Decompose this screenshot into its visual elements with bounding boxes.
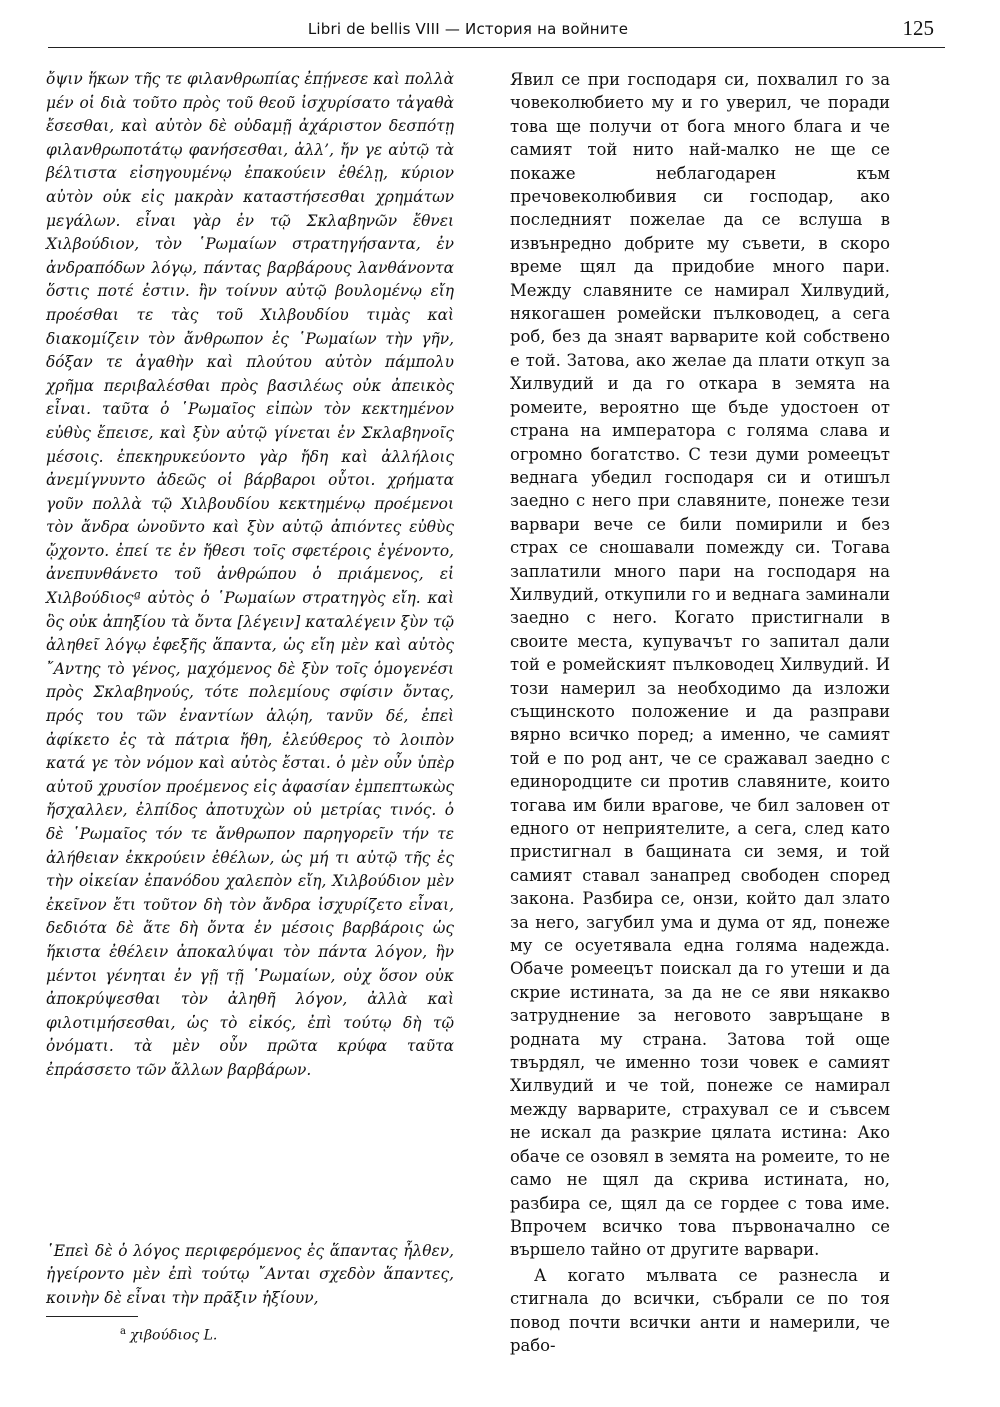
footnote-rule [46,1316,138,1317]
running-head [48,14,948,50]
running-title: Libri de bellis VIII — История на войните [307,20,629,38]
greek-paragraph-2: ῾Επεὶ δὲ ὁ λόγος περιφερόμενος ἐς ἅπαντας ἦλθεν, ἠγείροντο μὲν ἐπὶ τούτῳ ῎Ανται σχεδὸν ἅπαντες, κοινὴν δὲ εἶναι τὴν πρᾶξιν ἠξίουν, [46,1242,454,1307]
greek-continuation [46,1240,454,1312]
bulgarian-paragraph-1: Явил се при господаря си, похвалил го за човеколюбието му и го уверил, че поради това ще получи от бога много блага и че самият той нито най-малко не ще се покаже неблагодарен към пречовеколюбивия си господар, ако последният пожелае да се вслуша в извънредно добрите му съвети, в скоро време щял да придобие много пари. Между славяните се намирал Хилвудий, някогашен ромейски пълководец, а сега роб, без да знаят варварите кой собствено е той. Затова, ако желае да плати откуп за Хилвудий и да го откара в земята на ромеите, вероятно ще бъде удостоен от страна на императора с голяма слава и огромно богатство. С тези думи ромеецът веднага убедил господаря си и отишъл заедно с него при славяните, понеже тези варвари вече се били помирили и без страх се сношавали помежду си. Тогава заплатили много пари на господаря на Хилвудий, откупили го и веднага заминали заедно с него. Когато пристигнали в своите места, купувачът го запитал дали той е ромейският пълководец Хилвудий. И този намерил за необходимо да изложи същинското положение и да разправи вярно всичко поред; а именно, че самият той е по род ант, че се сражавал заедно с единородците си против славяните, които тогава им били врагове, че бил заловен от едного от неприятелите, а сега, след като пристигнал в бащината си земя, и той самият ставал занапред свободен според закона. Разбира се, онзи, който дал злато за него, загубил ума и дума от яд, понеже му се осуетявала една голяма надежда. Обаче ромеецът поискал да го утеши и да скрие истината, за да не се яви някакво затруднение за неговото завръщане в родната му страна. Затова той още твърдял, че именно този човек е самият Хилвудий и че той, понеже се намирал между варварите, страхувал се и съвсем не искал да разкрие цялата истина: Ако обаче се озовял в земята на ромеите, то не само не щял да скрива истината, но, разбира се, щял да се гордее с това име. Впрочем всичко това първоначално се вършело тайно от другите варвари. [510,70,890,1260]
greek-column [46,68,454,1079]
bulgarian-column [510,68,890,1398]
footnote-mark: a [120,1326,126,1337]
header-rule [48,47,945,48]
footnote [120,1322,420,1346]
footnote-text: χιβούδιος L. [129,1327,218,1344]
page-number: 125 [902,16,934,40]
greek-paragraph: ὄψιν ἥκων τῆς τε φιλανθρωπίας ἐπῄνεσε καὶ πολλὰ μέν οἱ διὰ τοῦτο πρὸς τοῦ θεοῦ ἰσχυρίσατο τἀγαθὰ ἔσεσθαι, καὶ αὐτὸν δὲ οὐδαμῇ ἀχάριστον δεσπότῃ φιλανθρωποτάτῳ φανήσεσθαι, ἀλλ’, ἤν γε αὐτῷ τὰ βέλτιστα εἰσηγουμένῳ ἐπακούειν ἐθέλῃ, κύριον αὐτὸν οὐκ εἰς μακρὰν καταστήσεσθαι χρημάτων μεγάλων. εἶναι γὰρ ἐν τῷ Σκλαβηνῶν ἔθνει Χιλβούδιον, τὸν ῾Ρωμαίων στρατηγήσαντα, ἐν ἀνδραπόδων λόγῳ, πάντας βαρβάρους λανθάνοντα ὅστις ποτέ ἐστιν. ἢν τοίνυν αὐτῷ βουλομένῳ εἴη προέσθαι τε τὰς τοῦ Χιλβουδίου τιμὰς καὶ διακομίζειν τὸν ἄνθρωπον ἐς ῾Ρωμαίων τὴν γῆν, δόξαν τε ἀγαθὴν καὶ πλούτου αὐτὸν πάμπολυ χρῆμα περιβαλέσθαι πρὸς βασιλέως οὐκ ἀπεικὸς εἶναι. ταῦτα ὁ ῾Ρωμαῖος εἰπὼν τὸν κεκτημένον εὐθὺς ἔπεισε, καὶ ξὺν αὐτῷ γίνεται ἐν Σκλαβηνοῖς μέσοις. ἐπεκηρυκεύοντο γὰρ ἤδη καὶ ἀλλήλοις ἀνεμίγνυντο ἀδεῶς οἱ βάρβαροι οὗτοι. χρήματα γοῦν πολλὰ τῷ Χιλβουδίου κεκτημένῳ προέμενοι τὸν ἄνδρα ὠνοῦντο καὶ ξὺν αὐτῷ ἀπιόντες εὐθὺς ᾤχοντο. ἐπεί τε ἐν ἤθεσι τοῖς σφετέροις ἐγένοντο, ἀνεπυνθάνετο τοῦ ἀνθρώπου ὁ πριάμενος, εἰ Χιλβούδιοςª αὐτὸς ὁ ῾Ρωμαίων στρατηγὸς εἴη. καὶ ὃς οὐκ ἀπηξίου τὰ ὄντα [λέγειν] καταλέγειν ξὺν τῷ ἀληθεῖ λόγῳ ἐφεξῆς ἅπαντα, ὡς εἴη μὲν καὶ αὐτὸς ῎Αντης τὸ γένος, μαχόμενος δὲ ξὺν τοῖς ὁμογενέσι πρὸς Σκλαβηνούς, τότε πολεμίους σφίσιν ὄντας, πρός του τῶν ἐναντίων ἁλῴη, τανῦν δέ, ἐπεὶ ἀφίκετο ἐς τὰ πάτρια ἤθη, ἐλεύθερος τὸ λοιπὸν κατά γε τὸν νόμον καὶ αὐτὸς ἔσται. ὁ μὲν οὖν ὑπὲρ αὐτοῦ χρυσίον προέμενος εἰς ἀφασίαν ἐμπεπτωκὼς ἤσχαλλεν, ἐλπίδος ἀποτυχὼν οὐ μετρίας τινός. ὁ δὲ ῾Ρωμαῖος τόν τε ἄνθρωπον παρηγορεῖν τήν τε ἀλήθειαν ἐκκρούειν ἐθέλων, ὡς μή τι αὐτῷ τῆς ἐς τὴν οἰκείαν ἐπανόδου χαλεπὸν εἴη, Χιλβούδιον μὲν ἐκεῖνον ἔτι τοῦτον δὴ τὸν ἄνδρα ἰσχυρίζετο εἶναι, δεδιότα δὲ ἅτε δὴ ὄντα ἐν μέσοις βαρβάροις ὡς ἥκιστα ἐθέλειν ἀποκαλύψαι τὸν πάντα λόγον, ἢν μέντοι γένηται ἐν γῇ τῇ ῾Ρωμαίων, οὐχ ὅσον οὐκ ἀποκρύψεσθαι τὸν ἀληθῆ λόγον, ἀλλὰ καὶ φιλοτιμήσεσθαι, ὡς τὸ εἰκός, ἐπὶ τούτῳ δὴ τῷ ὀνόματι. τὰ μὲν οὖν πρῶτα κρύφα ταῦτα ἐπράσσετο τῶν ἄλλων βαρβάρων. [46,70,454,1079]
bulgarian-paragraph-2: А когато мълвата се разнесла и стигнала до всички, събрали се по тоя повод почти всички анти и намерили, че рабо- [510,1265,890,1355]
